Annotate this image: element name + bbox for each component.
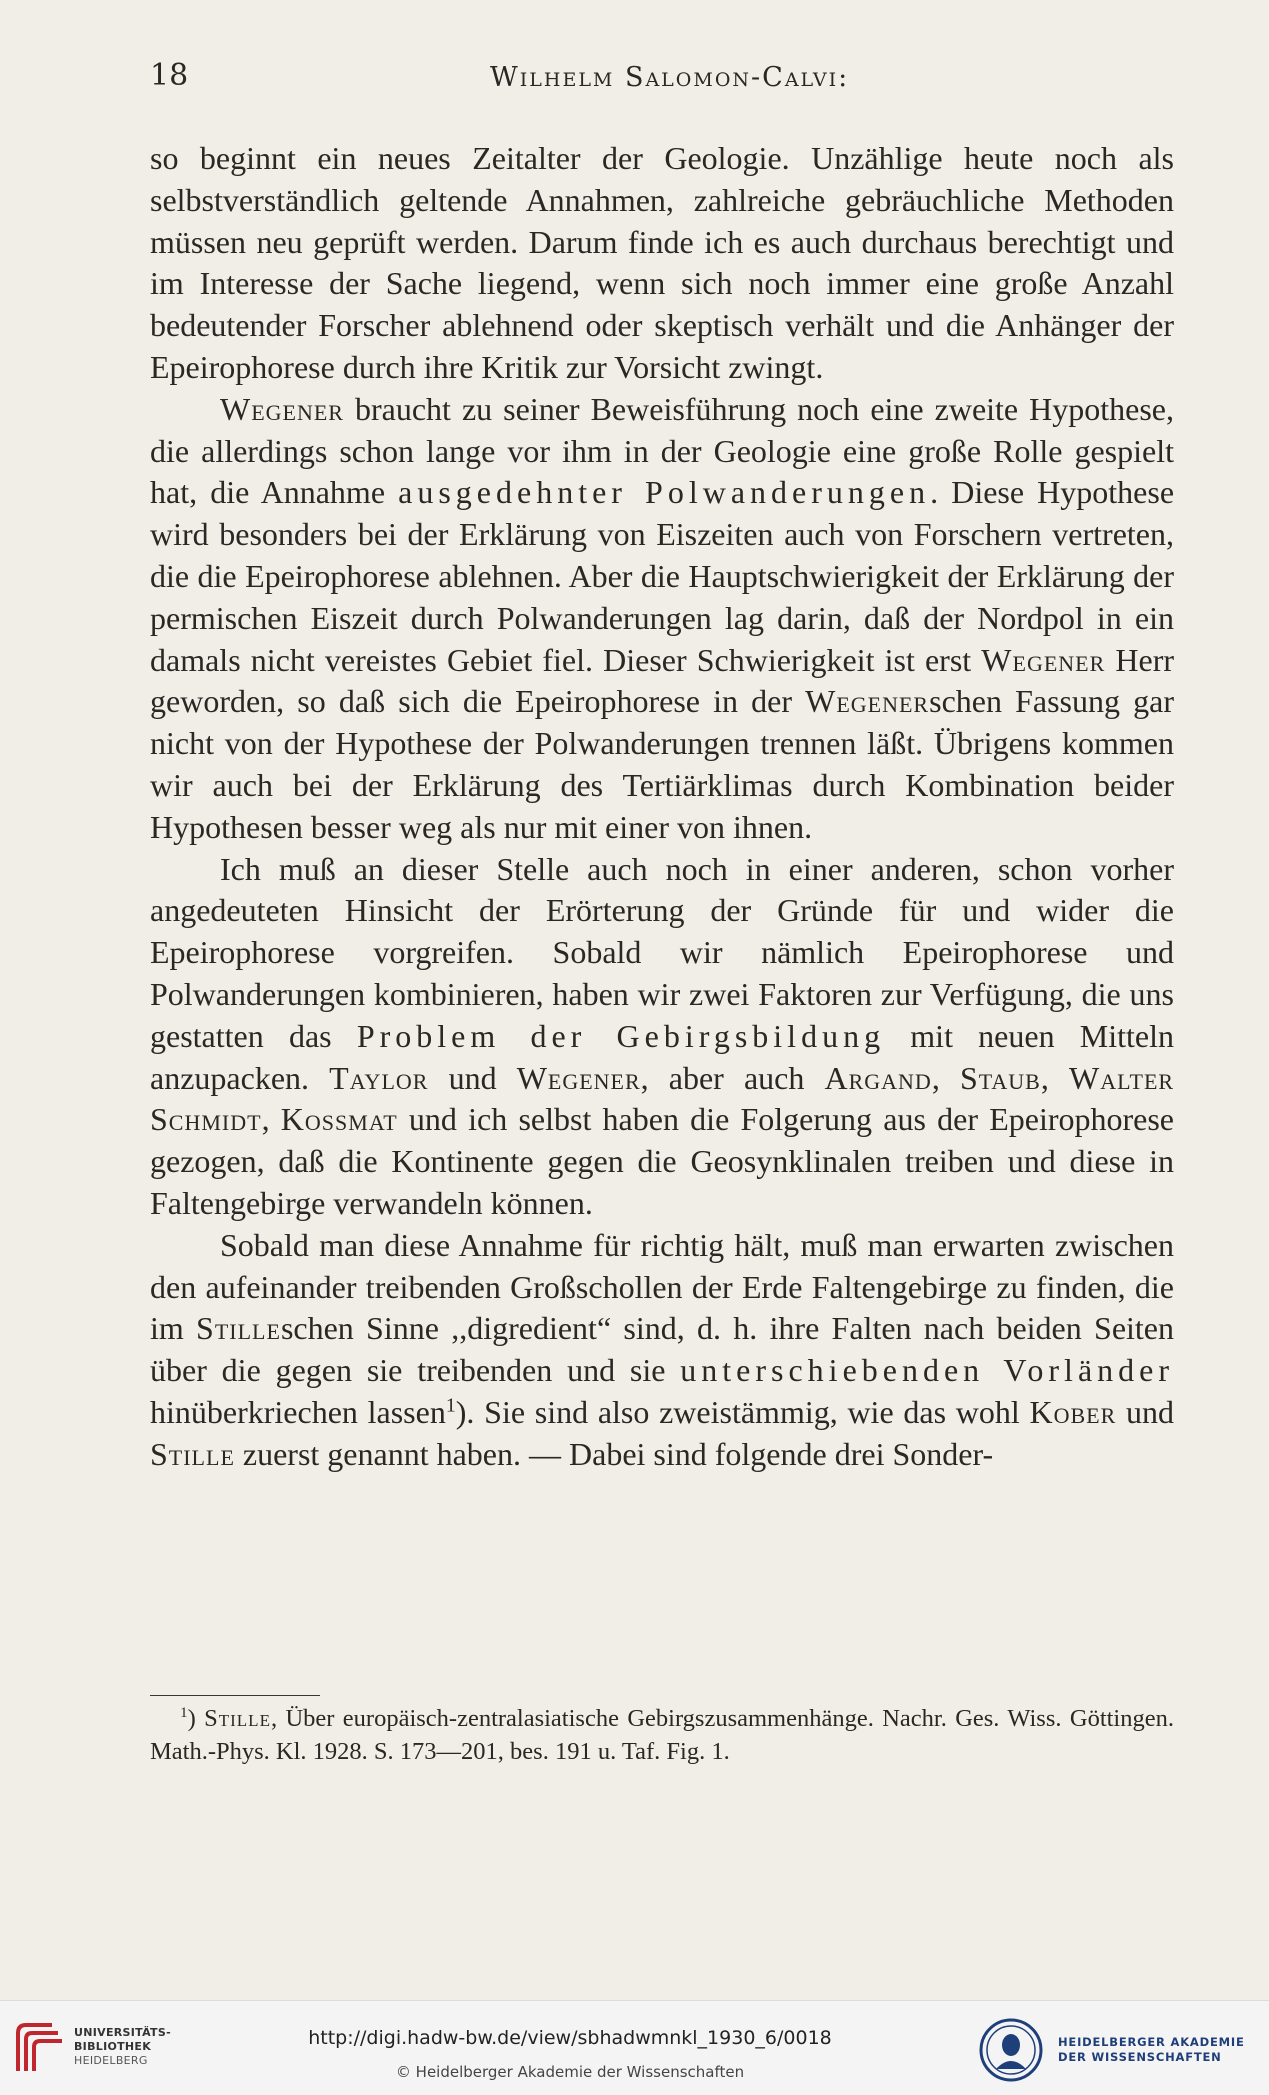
paragraph-3: Ich muß an dieser Stelle auch noch in einer anderen, schon vorher angedeuteten Hinsicht der Erörterung der Gründe für und wider die Epeirophorese vorgreifen. Sobald wir nämlich Epeirophorese und Polwanderungen kombinieren, haben wir zwei Faktoren zur Verfügung, die uns gestatten das Problem der Gebirgsbildung mit neuen Mitteln anzupacken. Taylor und Wegener, aber auch Argand, Staub, Walter Schmidt, Kossmat und ich selbst haben die Folgerung aus der Epeirophorese gezogen, daß die Kontinente gegen die Geosynklinalen treiben und diese in Faltengebirge verwandeln können. — [150, 850, 1175, 1221]
author-name: Staub — [959, 1059, 1041, 1096]
author-name: Wegener — [220, 390, 344, 427]
footnote-number: 1 — [180, 1703, 188, 1721]
running-head: Wilhelm Salomon-Calvi: — [490, 62, 850, 93]
copyright-notice: © Heidelberger Akademie der Wissenschaften — [395, 2063, 745, 2081]
footnote-divider — [150, 1695, 320, 1696]
author-name: Stille — [196, 1310, 281, 1347]
academy-name: HEIDELBERGER AKADEMIE DER WISSENSCHAFTEN — [1058, 2035, 1245, 2064]
university-library-logo-icon[interactable] — [12, 2019, 66, 2077]
footnote-marker[interactable]: 1 — [445, 1394, 456, 1417]
author-name: Wegener — [981, 641, 1106, 678]
author-name: Walter Schmidt — [150, 1059, 1175, 1138]
author-name: Kober — [1029, 1393, 1117, 1430]
author-name: Stille — [204, 1705, 271, 1732]
author-name: Kossmat — [280, 1101, 398, 1138]
paragraph-4: Sobald man diese Annahme für richtig hält, muß man erwarten zwischen den aufeinander treibenden Großschollen der Erde Faltengebirge zu finden, die im Stilleschen Sinne ,,digredient“ sind, d. h. ihre Falten nach beiden Seiten über die gegen sie treibenden und sie unterschiebenden Vorländer hinüberkriechen lassen$^1$). Sie sind also zweistämmig, wie das wohl Kober und Stille zuerst genannt haben. — Dabei sind folgende drei Sonder- — [150, 1226, 1175, 1472]
spaced-emphasis: ausgedehnter Polwanderungen — [398, 474, 931, 511]
library-name: UNIVERSITÄTS- BIBLIOTHEK HEIDELBERG — [74, 2026, 171, 2067]
paragraph-2: Wegener braucht zu seiner Beweisführung noch eine zweite Hypothese, die allerdings schon lange vor ihm in der Geologie eine große Rolle gespielt hat, die Annahme ausgedehnter Polwanderungen. Diese Hypothese wird besonders bei der Erklärung von Eiszeiten auch von Forschern vertreten, die die Epeirophorese ablehnen. Aber die Hauptschwierigkeit der Erklärung der permischen Eiszeit durch Polwanderungen lag darin, daß der Nordpol in ein damals nicht vereistes Gebiet fiel. Dieser Schwierigkeit ist erst Wegener Herr geworden, so daß sich die Epeirophorese in der Wegenerschen Fassung gar nicht von der Hypothese der Polwanderungen trennen läßt. Übrigens kommen wir auch bei der Erklärung des Tertiärklimas durch Kombination beider Hypothesen besser weg als nur mit einer von ihnen. — [150, 390, 1175, 845]
body-text — [150, 138, 1174, 1476]
page-number: 18 — [150, 58, 189, 93]
author-name: Argand — [824, 1059, 932, 1096]
spaced-emphasis: Problem der Gebirgsbildung — [356, 1017, 886, 1054]
viewer-footer — [0, 2000, 1269, 2095]
author-name: Wegener — [516, 1059, 641, 1096]
paragraph-1: so beginnt ein neues Zeitalter der Geologie. Unzählige heute noch als selbstverständlich geltende Annahmen, zahlreiche gebräuchliche Methoden müssen neu geprüft werden. Darum finde ich es auch durchaus berechtigt und im Interesse der Sache liegend, wenn sich noch immer eine große Anzahl bedeutender Forscher ablehnend oder skeptisch verhält und die Anhänger der Epeirophorese durch ihre Kritik zur Vorsicht zwingt. — [150, 140, 1174, 385]
permalink-url[interactable]: http://digi.hadw-bw.de/view/sbhadwmnkl_1930_6/0018 — [308, 2027, 832, 2049]
author-name: Taylor — [329, 1059, 429, 1096]
academy-seal-icon[interactable] — [978, 2015, 1044, 2085]
author-name: Stille — [150, 1435, 235, 1472]
spaced-emphasis: unterschiebenden Vorländer — [680, 1352, 1175, 1389]
footnote: $^1$) Stille, Über europäisch-zentralasiatische Gebirgszusammenhänge. Nachr. Ges. Wiss. Göttingen. Math.-Phys. Kl. 1928. S. 173—201, bes. 191 u. Taf. Fig. 1. — [150, 1703, 1174, 1765]
page-header — [150, 58, 1174, 98]
author-name: Wegener — [805, 683, 930, 720]
